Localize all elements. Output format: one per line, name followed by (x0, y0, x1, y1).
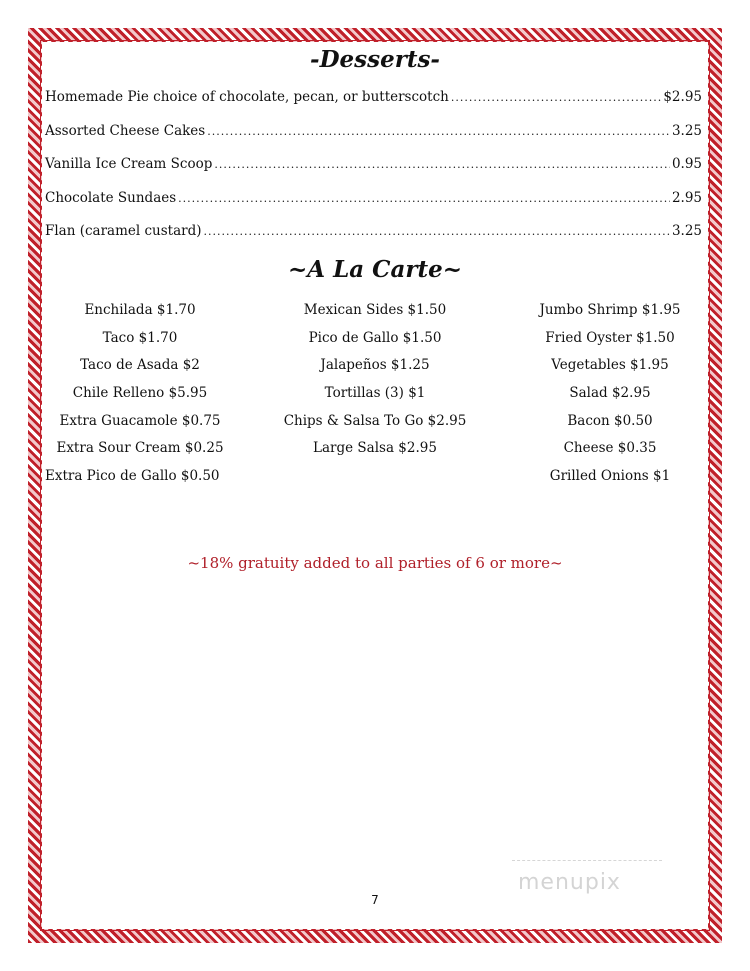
dot-leader (451, 89, 661, 107)
carte-item: Tortillas (3) $1 (324, 385, 426, 402)
dessert-price: $2.95 (663, 89, 702, 105)
page-number: 7 (371, 893, 379, 907)
carte-item: Enchilada $1.70 (84, 302, 196, 318)
watermark-divider (512, 860, 662, 862)
carte-item: Extra Sour Cream $0.25 (56, 440, 224, 457)
dessert-item (45, 155, 702, 189)
carte-item: Vegetables $1.95 (551, 357, 669, 374)
a-la-carte-grid (0, 300, 750, 500)
watermark-text: menupix (518, 870, 621, 895)
dessert-item (45, 88, 702, 122)
carte-item: Chile Relleno $5.95 (72, 385, 208, 402)
dessert-price: 3.25 (671, 223, 702, 239)
dot-leader (214, 156, 670, 174)
dessert-item (45, 222, 702, 256)
dessert-name: Chocolate Sundaes (45, 189, 177, 206)
carte-item: Extra Guacamole $0.75 (59, 412, 221, 429)
gratuity-note: ~18% gratuity added to all parties of 6 or more~ (187, 554, 563, 572)
dessert-name: Assorted Cheese Cakes (45, 122, 206, 139)
carte-item: Mexican Sides $1.50 (303, 302, 447, 318)
carte-item: Jumbo Shrimp $1.95 (539, 302, 681, 318)
carte-item: Bacon $0.50 (567, 412, 653, 429)
carte-item: Fried Oyster $1.50 (545, 329, 675, 346)
carte-item: Pico de Gallo $1.50 (308, 329, 442, 346)
carte-column-3 (515, 300, 705, 494)
dot-leader (178, 190, 670, 208)
carte-item: Chips & Salsa To Go $2.95 (283, 412, 467, 429)
carte-item: Taco $1.70 (102, 329, 178, 346)
watermark-logo (512, 860, 662, 910)
carte-column-2 (278, 300, 472, 466)
dot-leader (204, 223, 670, 241)
dessert-name: Flan (caramel custard) (45, 223, 202, 239)
carte-item: Large Salsa $2.95 (313, 440, 437, 457)
desserts-title: -Desserts- (310, 46, 440, 73)
carte-item: Taco de Asada $2 (80, 357, 200, 374)
desserts-list (45, 88, 702, 256)
carte-column-1 (45, 300, 235, 494)
dessert-item (45, 189, 702, 223)
carte-item: Jalapeños $1.25 (320, 357, 430, 374)
dessert-price: 2.95 (671, 189, 702, 206)
carte-item: Grilled Onions $1 (549, 468, 671, 485)
dessert-name: Homemade Pie choice of chocolate, pecan, or butterscotch (45, 89, 449, 105)
carte-item: Cheese $0.35 (563, 440, 657, 457)
dot-leader (207, 123, 670, 141)
a-la-carte-title: ~A La Carte~ (287, 256, 463, 283)
dessert-item (45, 122, 702, 156)
carte-item: Salad $2.95 (569, 385, 651, 402)
dessert-price: 0.95 (671, 156, 702, 172)
dessert-price: 3.25 (671, 122, 702, 139)
carte-item: Extra Pico de Gallo $0.50 (45, 468, 220, 485)
dessert-name: Vanilla Ice Cream Scoop (45, 156, 213, 172)
